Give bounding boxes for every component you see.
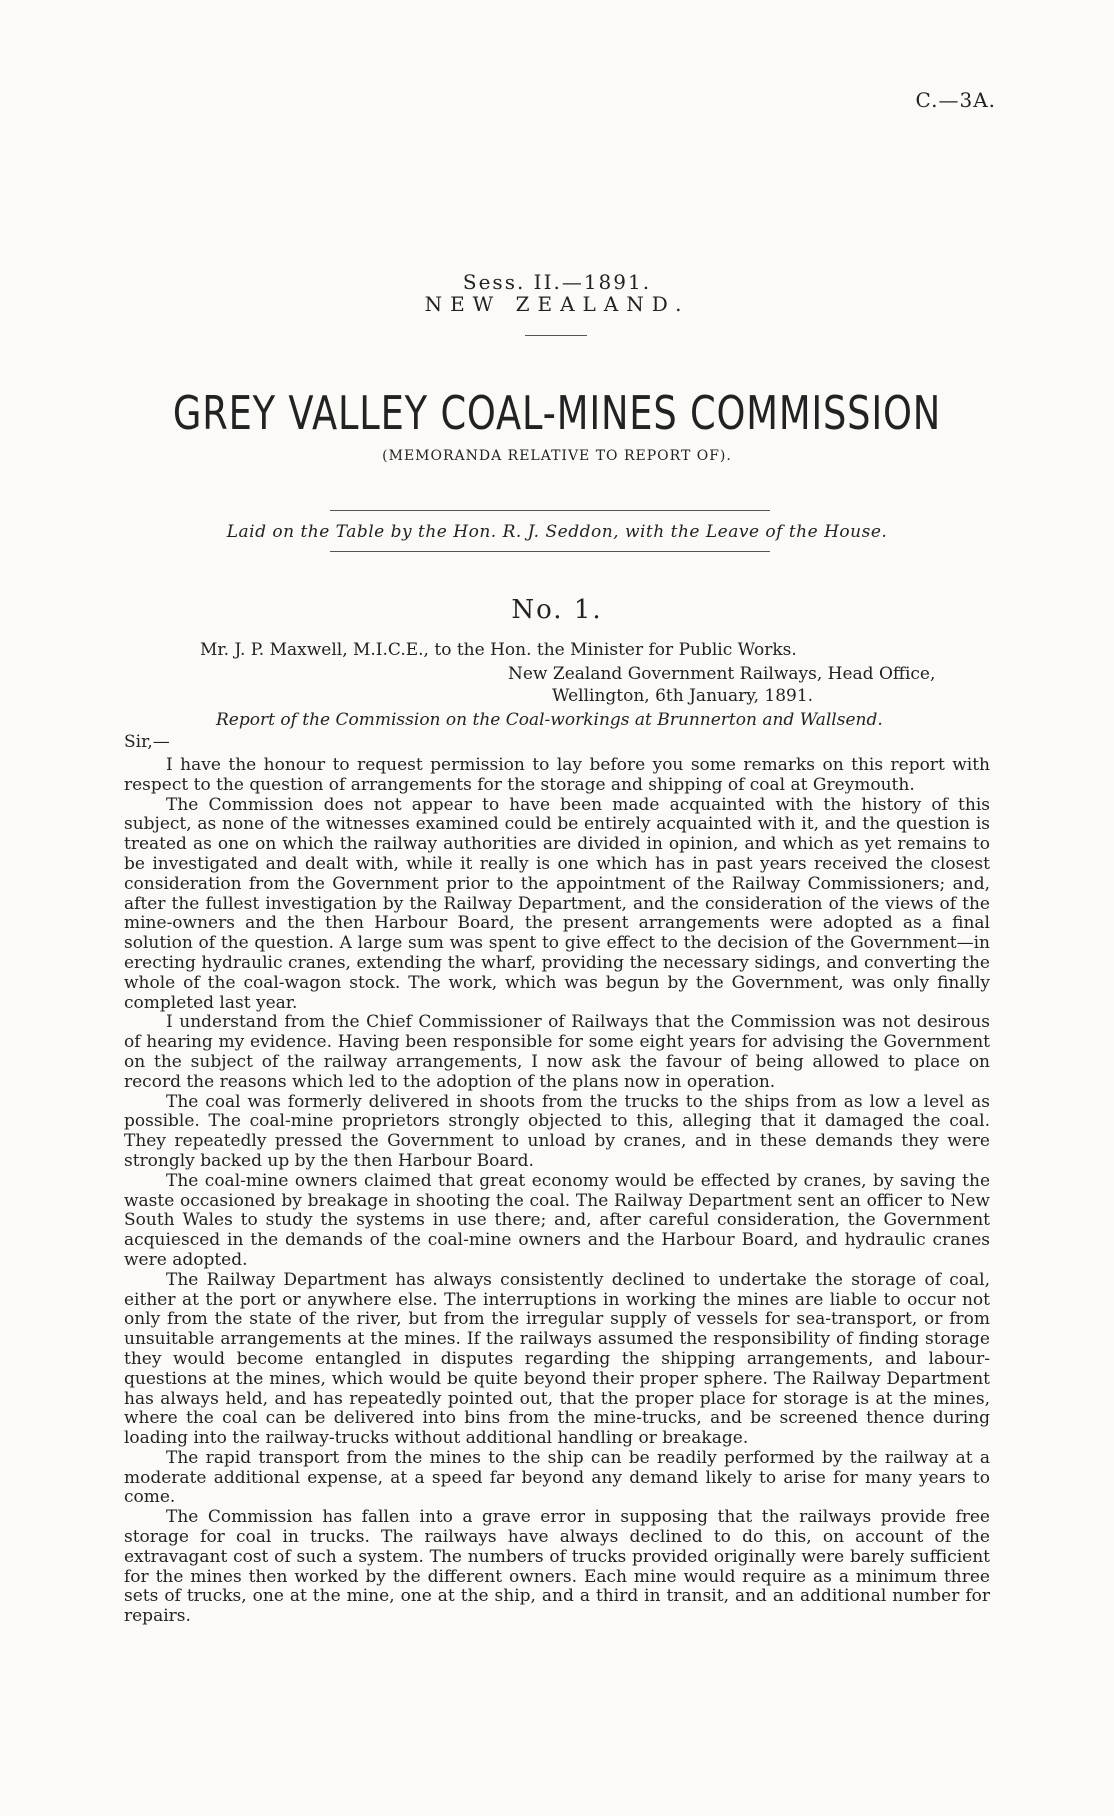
paragraph: I understand from the Chief Commissioner of Railways that the Commission was not desirous of hearing my evidence. Having been responsible for some eight years for advising the Government on the subject of the railway arrangements, I now ask the favour of being allowed to place on record the reasons which led to the adoption of the plans now in operation. <box>124 1012 990 1092</box>
paper-reference: C.—3A. <box>915 88 996 112</box>
paragraph: The coal-mine owners claimed that great economy would be effected by cranes, by saving the waste occasioned by breakage in shooting the coal. The Railway Department sent an officer to New South Wales to study the systems in use there; and, after careful consideration, the Government acquiesced in the demands of the coal-mine owners and the Harbour Board, and hydraulic cranes were adopted. <box>124 1170 990 1270</box>
letter-number: No. 1. <box>511 595 603 625</box>
letter-address-line-1: New Zealand Government Railways, Head Office, <box>508 664 936 684</box>
letter-subject: Report of the Commission on the Coal-workings at Brunnerton and Wallsend. <box>216 710 883 730</box>
paragraph: I have the honour to request permission to lay before you some remarks on this report with respect to the question of arrangements for the storage and shipping of coal at Greymouth. <box>124 755 990 795</box>
divider-short <box>525 335 587 336</box>
divider-top <box>330 510 770 511</box>
letter-address-line-2: Wellington, 6th January, 1891. <box>552 686 814 706</box>
document-title: GREY VALLEY COAL-MINES COMMISSION <box>172 386 942 440</box>
paragraph: The rapid transport from the mines to the ship can be readily performed by the railway at a moderate additional expense, at a speed far beyond any demand likely to arise for many years to come. <box>124 1447 990 1508</box>
letter-from-to: Mr. J. P. Maxwell, M.I.C.E., to the Hon. the Minister for Public Works. <box>200 640 797 660</box>
document-subtitle: (MEMORANDA RELATIVE TO REPORT OF). <box>382 448 732 464</box>
paragraph: The Commission does not appear to have been made acquainted with the history of this subject, as none of the witnesses examined could be entirely acquainted with it, and the question is treated as one on which the railway authorities are divided in opinion, and which as yet remains to be investigated and dealt with, while it really is one which has in past years received the closest consideration from the Government prior to the appointment of the Railway Commissioners; and, after the fullest investigation by the Railway Department, and the consideration of the views of the mine-owners and the then Harbour Board, the present arrangements were adopted as a final solution of the question. A large sum was spent to give effect to the decision of the Government—in erecting hydraulic cranes, extending the wharf, providing the necessary sidings, and converting the whole of the coal-wagon stock. The work, which was begun by the Government, was only finally completed last year. <box>124 794 990 1013</box>
salutation: Sir,— <box>124 732 170 752</box>
laid-on-table-line: Laid on the Table by the Hon. R. J. Seddon, with the Leave of the House. <box>226 522 888 542</box>
country-line: NEW ZEALAND. <box>424 292 690 316</box>
session-line: Sess. II.—1891. <box>462 270 652 294</box>
paragraph: The Railway Department has always consistently declined to undertake the storage of coal, either at the port or anywhere else. The interruptions in working the mines are liable to occur not only from the state of the river, but from the irregular supply of vessels for sea-transport, or from unsuitable arrangements at the mines. If the railways assumed the responsibility of finding storage they would become entangled in disputes regarding the shipping arrangements, and labour-questions at the mines, which would be quite beyond their proper sphere. The Railway Department has always held, and has repeatedly pointed out, that the proper place for storage is at the mines, where the coal can be delivered into bins from the mine-trucks, and be screened thence during loading into the railway-trucks without additional handling or breakage. <box>124 1269 990 1449</box>
paragraph: The Commission has fallen into a grave error in supposing that the railways provide free storage for coal in trucks. The railways have always declined to do this, on account of the extravagant cost of such a system. The numbers of trucks provided originally were barely sufficient for the mines then worked by the different owners. Each mine would require as a minimum three sets of trucks, one at the mine, one at the ship, and a third in transit, and an additional number for repairs. <box>124 1507 990 1627</box>
paragraph: The coal was formerly delivered in shoots from the trucks to the ships from as low a level as possible. The coal-mine proprietors strongly objected to this, alleging that it damaged the coal. They repeatedly pressed the Government to unload by cranes, and in these demands they were strongly backed up by the then Harbour Board. <box>124 1091 990 1171</box>
letter-body <box>124 756 990 1627</box>
divider-bottom <box>330 551 770 552</box>
